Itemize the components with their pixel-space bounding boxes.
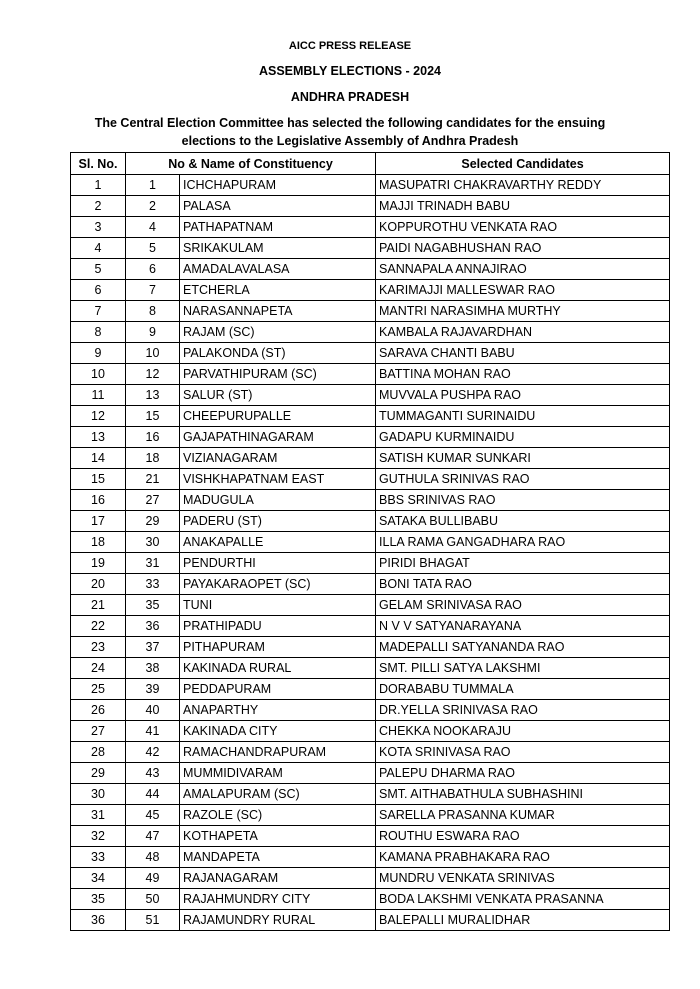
table-row	[71, 175, 670, 196]
row-candidate-name: MANTRI NARASIMHA MURTHY	[376, 301, 670, 322]
row-candidate-name: KAMANA PRABHAKARA RAO	[376, 847, 670, 868]
row-sl-no: 1	[71, 175, 126, 196]
row-constituency-name: PENDURTHI	[180, 553, 376, 574]
row-sl-no: 32	[71, 826, 126, 847]
state-heading: ANDHRA PRADESH	[290, 90, 410, 104]
row-constituency-name: PRATHIPADU	[180, 616, 376, 637]
row-constituency-no: 36	[126, 616, 180, 637]
row-constituency-no: 4	[126, 217, 180, 238]
row-candidate-name: SANNAPALA ANNAJIRAO	[376, 259, 670, 280]
row-candidate-name: MUVVALA PUSHPA RAO	[376, 385, 670, 406]
table-row	[71, 742, 670, 763]
row-constituency-name: MUMMIDIVARAM	[180, 763, 376, 784]
row-constituency-no: 43	[126, 763, 180, 784]
row-constituency-name: PARVATHIPURAM (SC)	[180, 364, 376, 385]
row-sl-no: 21	[71, 595, 126, 616]
row-candidate-name: PIRIDI BHAGAT	[376, 553, 670, 574]
table-header-row	[71, 153, 670, 175]
row-candidate-name: SATAKA BULLIBABU	[376, 511, 670, 532]
row-constituency-no: 39	[126, 679, 180, 700]
row-constituency-no: 31	[126, 553, 180, 574]
table-row	[71, 658, 670, 679]
row-constituency-no: 15	[126, 406, 180, 427]
row-candidate-name: SATISH KUMAR SUNKARI	[376, 448, 670, 469]
row-constituency-name: VIZIANAGARAM	[180, 448, 376, 469]
row-constituency-no: 42	[126, 742, 180, 763]
row-constituency-no: 27	[126, 490, 180, 511]
row-constituency-name: RAJAHMUNDRY CITY	[180, 889, 376, 910]
row-sl-no: 28	[71, 742, 126, 763]
row-candidate-name: MASUPATRI CHAKRAVARTHY REDDY	[376, 175, 670, 196]
table-row	[71, 427, 670, 448]
row-constituency-no: 47	[126, 826, 180, 847]
row-sl-no: 2	[71, 196, 126, 217]
row-constituency-name: ICHCHAPURAM	[180, 175, 376, 196]
table-row	[71, 679, 670, 700]
row-sl-no: 35	[71, 889, 126, 910]
row-candidate-name: N V V SATYANARAYANA	[376, 616, 670, 637]
row-sl-no: 23	[71, 637, 126, 658]
row-constituency-no: 33	[126, 574, 180, 595]
row-candidate-name: MADEPALLI SATYANANDA RAO	[376, 637, 670, 658]
row-constituency-name: RAJANAGARAM	[180, 868, 376, 889]
table-row	[71, 553, 670, 574]
row-constituency-no: 13	[126, 385, 180, 406]
row-sl-no: 4	[71, 238, 126, 259]
row-sl-no: 27	[71, 721, 126, 742]
row-sl-no: 22	[71, 616, 126, 637]
row-constituency-name: KAKINADA CITY	[180, 721, 376, 742]
row-sl-no: 7	[71, 301, 126, 322]
row-candidate-name: ROUTHU ESWARA RAO	[376, 826, 670, 847]
row-constituency-no: 12	[126, 364, 180, 385]
row-sl-no: 14	[71, 448, 126, 469]
table-body	[71, 175, 670, 931]
table-row	[71, 616, 670, 637]
table-row	[71, 448, 670, 469]
row-constituency-no: 10	[126, 343, 180, 364]
row-constituency-no: 38	[126, 658, 180, 679]
row-constituency-name: PEDDAPURAM	[180, 679, 376, 700]
row-sl-no: 13	[71, 427, 126, 448]
row-constituency-name: RAJAM (SC)	[180, 322, 376, 343]
table-row	[71, 532, 670, 553]
table-row	[71, 280, 670, 301]
row-constituency-no: 41	[126, 721, 180, 742]
table-row	[71, 385, 670, 406]
row-constituency-no: 48	[126, 847, 180, 868]
row-constituency-name: RAJAMUNDRY RURAL	[180, 910, 376, 931]
table-row	[71, 301, 670, 322]
row-candidate-name: KOPPUROTHU VENKATA RAO	[376, 217, 670, 238]
row-constituency-name: AMALAPURAM (SC)	[180, 784, 376, 805]
row-sl-no: 25	[71, 679, 126, 700]
row-constituency-name: PADERU (ST)	[180, 511, 376, 532]
row-constituency-no: 44	[126, 784, 180, 805]
row-candidate-name: SARELLA PRASANNA KUMAR	[376, 805, 670, 826]
header-constituency: No & Name of Constituency	[126, 153, 376, 175]
intro-paragraph	[0, 114, 700, 150]
table-row	[71, 805, 670, 826]
table-row	[71, 217, 670, 238]
row-constituency-name: SALUR (ST)	[180, 385, 376, 406]
table-row	[71, 364, 670, 385]
row-sl-no: 31	[71, 805, 126, 826]
row-sl-no: 33	[71, 847, 126, 868]
table-row	[71, 322, 670, 343]
row-constituency-no: 9	[126, 322, 180, 343]
row-candidate-name: BODA LAKSHMI VENKATA PRASANNA	[376, 889, 670, 910]
row-constituency-no: 49	[126, 868, 180, 889]
row-constituency-no: 50	[126, 889, 180, 910]
table-row	[71, 490, 670, 511]
header-candidate: Selected Candidates	[376, 153, 670, 175]
row-constituency-name: TUNI	[180, 595, 376, 616]
row-candidate-name: SARAVA CHANTI BABU	[376, 343, 670, 364]
row-sl-no: 18	[71, 532, 126, 553]
row-constituency-name: PAYAKARAOPET (SC)	[180, 574, 376, 595]
table-row	[71, 910, 670, 931]
row-sl-no: 15	[71, 469, 126, 490]
press-release-label: AICC PRESS RELEASE	[288, 40, 412, 52]
row-candidate-name: KOTA SRINIVASA RAO	[376, 742, 670, 763]
row-sl-no: 12	[71, 406, 126, 427]
table-row	[71, 868, 670, 889]
row-sl-no: 26	[71, 700, 126, 721]
row-constituency-name: SRIKAKULAM	[180, 238, 376, 259]
row-constituency-no: 30	[126, 532, 180, 553]
row-candidate-name: BALEPALLI MURALIDHAR	[376, 910, 670, 931]
row-candidate-name: DORABABU TUMMALA	[376, 679, 670, 700]
table-row	[71, 511, 670, 532]
intro-line-1: The Central Election Committee has selected the following candidates for the ensuing	[94, 116, 606, 130]
row-constituency-no: 18	[126, 448, 180, 469]
table-row	[71, 763, 670, 784]
table-row	[71, 574, 670, 595]
row-candidate-name: BATTINA MOHAN RAO	[376, 364, 670, 385]
row-candidate-name: KAMBALA RAJAVARDHAN	[376, 322, 670, 343]
document-title: ASSEMBLY ELECTIONS - 2024	[258, 64, 441, 78]
row-constituency-name: ETCHERLA	[180, 280, 376, 301]
row-constituency-name: PATHAPATNAM	[180, 217, 376, 238]
row-constituency-no: 5	[126, 238, 180, 259]
row-constituency-name: PALASA	[180, 196, 376, 217]
row-candidate-name: ILLA RAMA GANGADHARA RAO	[376, 532, 670, 553]
row-constituency-no: 51	[126, 910, 180, 931]
row-constituency-name: MANDAPETA	[180, 847, 376, 868]
row-candidate-name: BONI TATA RAO	[376, 574, 670, 595]
row-sl-no: 24	[71, 658, 126, 679]
row-constituency-no: 6	[126, 259, 180, 280]
row-constituency-no: 40	[126, 700, 180, 721]
row-sl-no: 16	[71, 490, 126, 511]
row-sl-no: 6	[71, 280, 126, 301]
row-constituency-name: VISHKHAPATNAM EAST	[180, 469, 376, 490]
row-constituency-no: 35	[126, 595, 180, 616]
table-row	[71, 406, 670, 427]
row-candidate-name: MUNDRU VENKATA SRINIVAS	[376, 868, 670, 889]
row-sl-no: 8	[71, 322, 126, 343]
row-sl-no: 10	[71, 364, 126, 385]
row-sl-no: 17	[71, 511, 126, 532]
intro-line-2: elections to the Legislative Assembly of Andhra Pradesh	[181, 134, 519, 148]
row-candidate-name: SMT. PILLI SATYA LAKSHMI	[376, 658, 670, 679]
row-constituency-name: NARASANNAPETA	[180, 301, 376, 322]
table-row	[71, 637, 670, 658]
row-sl-no: 5	[71, 259, 126, 280]
row-candidate-name: BBS SRINIVAS RAO	[376, 490, 670, 511]
row-constituency-name: RAZOLE (SC)	[180, 805, 376, 826]
row-constituency-no: 8	[126, 301, 180, 322]
row-constituency-name: KAKINADA RURAL	[180, 658, 376, 679]
table-row	[71, 826, 670, 847]
row-candidate-name: PAIDI NAGABHUSHAN RAO	[376, 238, 670, 259]
table-row	[71, 343, 670, 364]
row-constituency-name: RAMACHANDRAPURAM	[180, 742, 376, 763]
row-sl-no: 36	[71, 910, 126, 931]
row-candidate-name: GUTHULA SRINIVAS RAO	[376, 469, 670, 490]
candidates-table	[70, 152, 670, 931]
table-row	[71, 889, 670, 910]
table-row	[71, 721, 670, 742]
row-constituency-name: PITHAPURAM	[180, 637, 376, 658]
row-sl-no: 11	[71, 385, 126, 406]
row-constituency-no: 1	[126, 175, 180, 196]
row-sl-no: 3	[71, 217, 126, 238]
row-candidate-name: CHEKKA NOOKARAJU	[376, 721, 670, 742]
row-constituency-no: 29	[126, 511, 180, 532]
row-sl-no: 29	[71, 763, 126, 784]
row-constituency-name: ANAPARTHY	[180, 700, 376, 721]
row-candidate-name: DR.YELLA SRINIVASA RAO	[376, 700, 670, 721]
row-candidate-name: PALEPU DHARMA RAO	[376, 763, 670, 784]
row-candidate-name: GELAM SRINIVASA RAO	[376, 595, 670, 616]
table-row	[71, 238, 670, 259]
row-candidate-name: TUMMAGANTI SURINAIDU	[376, 406, 670, 427]
table-row	[71, 469, 670, 490]
row-constituency-name: PALAKONDA (ST)	[180, 343, 376, 364]
row-constituency-no: 16	[126, 427, 180, 448]
table-row	[71, 595, 670, 616]
row-sl-no: 34	[71, 868, 126, 889]
header-sl-no: Sl. No.	[71, 153, 126, 175]
row-constituency-name: ANAKAPALLE	[180, 532, 376, 553]
table-row	[71, 196, 670, 217]
row-constituency-no: 37	[126, 637, 180, 658]
row-sl-no: 19	[71, 553, 126, 574]
row-sl-no: 9	[71, 343, 126, 364]
row-constituency-name: MADUGULA	[180, 490, 376, 511]
row-constituency-no: 2	[126, 196, 180, 217]
table-row	[71, 700, 670, 721]
row-constituency-no: 45	[126, 805, 180, 826]
row-constituency-name: CHEEPURUPALLE	[180, 406, 376, 427]
row-constituency-no: 21	[126, 469, 180, 490]
row-constituency-no: 7	[126, 280, 180, 301]
row-constituency-name: AMADALAVALASA	[180, 259, 376, 280]
row-constituency-name: KOTHAPETA	[180, 826, 376, 847]
table-row	[71, 784, 670, 805]
row-sl-no: 30	[71, 784, 126, 805]
row-constituency-name: GAJAPATHINAGARAM	[180, 427, 376, 448]
row-candidate-name: SMT. AITHABATHULA SUBHASHINI	[376, 784, 670, 805]
table-row	[71, 847, 670, 868]
row-sl-no: 20	[71, 574, 126, 595]
table-row	[71, 259, 670, 280]
row-candidate-name: MAJJI TRINADH BABU	[376, 196, 670, 217]
row-candidate-name: KARIMAJJI MALLESWAR RAO	[376, 280, 670, 301]
row-candidate-name: GADAPU KURMINAIDU	[376, 427, 670, 448]
